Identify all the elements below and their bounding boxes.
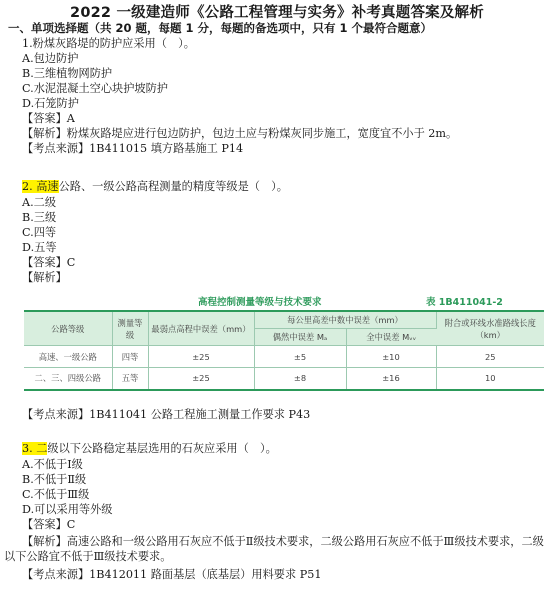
header-route-length: 附合或环线水准路线长度（km） <box>436 311 544 346</box>
q3-analysis: 【解析】高速公路和一级公路用石灰应不低于Ⅱ级技术要求，二级公路用石灰应不低于Ⅲ级技术要求，二级以下公路宜不低于Ⅲ级技术要求。 <box>4 535 544 563</box>
q2-option-a: A.二级 <box>22 196 57 209</box>
header-total-error: 全中误差 Mᵥᵥ <box>346 329 436 346</box>
q3-source: 【考点来源】1B412011 路面基层（底基层）用料要求 P51 <box>22 568 322 581</box>
table-cell: 10 <box>436 368 544 390</box>
header-measure-grade: 测量等级 <box>112 311 148 346</box>
table-cell: 五等 <box>112 368 148 390</box>
header-road-grade: 公路等级 <box>24 311 112 346</box>
header-per-km: 每公里高差中数中误差（mm） <box>254 311 436 329</box>
q3-answer: 【答案】C <box>22 518 76 531</box>
table-row <box>24 346 544 368</box>
table-cell: 四等 <box>112 346 148 368</box>
table-cell: 25 <box>436 346 544 368</box>
question-2 <box>22 180 288 194</box>
q3-number-highlight: 3. 二 <box>22 442 48 455</box>
table-cell: 高速、一级公路 <box>24 346 112 368</box>
table-cell: ±10 <box>346 346 436 368</box>
q2-analysis: 【解析】 <box>22 271 67 284</box>
page-title: 2022 一级建造师《公路工程管理与实务》补考真题答案及解析 <box>70 5 484 21</box>
q3-question-text: 级以下公路稳定基层选用的石灰应采用（ ）。 <box>47 442 277 455</box>
table-cell: 二、三、四级公路 <box>24 368 112 390</box>
q3-option-c: C.不低于Ⅲ级 <box>22 488 90 501</box>
elevation-control-table <box>24 310 544 391</box>
table-cell: ±5 <box>254 346 346 368</box>
q3-option-b: B.不低于Ⅱ级 <box>22 473 87 486</box>
table-title: 高程控制测量等级与技术要求 <box>198 297 322 308</box>
q2-option-c: C.四等 <box>22 226 57 239</box>
q1-option-d: D.石笼防护 <box>22 97 79 110</box>
question-3 <box>22 442 277 456</box>
q2-number-highlight: 2. 高速 <box>22 180 59 193</box>
q1-option-a: A.包边防护 <box>22 52 79 65</box>
q2-option-b: B.三级 <box>22 211 57 224</box>
q1-answer: 【答案】A <box>22 112 75 125</box>
q1-analysis: 【解析】粉煤灰路堤应进行包边防护，包边土应与粉煤灰同步施工，宽度宜不小于 2m。 <box>22 127 458 140</box>
q2-question-text: 公路、一级公路高程测量的精度等级是（ ）。 <box>58 180 288 193</box>
header-max-error: 最弱点高程中误差（mm） <box>148 311 254 346</box>
q1-source: 【考点来源】1B411015 填方路基施工 P14 <box>22 142 244 155</box>
q3-option-a: A.不低于Ⅰ级 <box>22 458 83 471</box>
q1-option-b: B.三维植物网防护 <box>22 67 113 80</box>
q2-answer: 【答案】C <box>22 256 76 269</box>
section-heading: 一、单项选择题（共 20 题，每题 1 分，每题的备选项中，只有 1 个最符合题意） <box>8 21 433 35</box>
table-cell: ±8 <box>254 368 346 390</box>
table-cell: ±25 <box>148 368 254 390</box>
table-cell: ±16 <box>346 368 436 390</box>
question-1: 1.粉煤灰路堤的防护应采用（ ）。 <box>22 37 195 50</box>
table-code: 表 1B411041-2 <box>426 297 503 308</box>
q2-option-d: D.五等 <box>22 241 57 254</box>
table-row <box>24 368 544 390</box>
header-accidental-error: 偶然中误差 Mₐ <box>254 329 346 346</box>
q3-option-d: D.可以采用等外级 <box>22 503 113 516</box>
q2-source: 【考点来源】1B411041 公路工程施工测量工作要求 P43 <box>22 408 311 421</box>
table-cell: ±25 <box>148 346 254 368</box>
q1-option-c: C.水泥混凝土空心块护坡防护 <box>22 82 168 95</box>
